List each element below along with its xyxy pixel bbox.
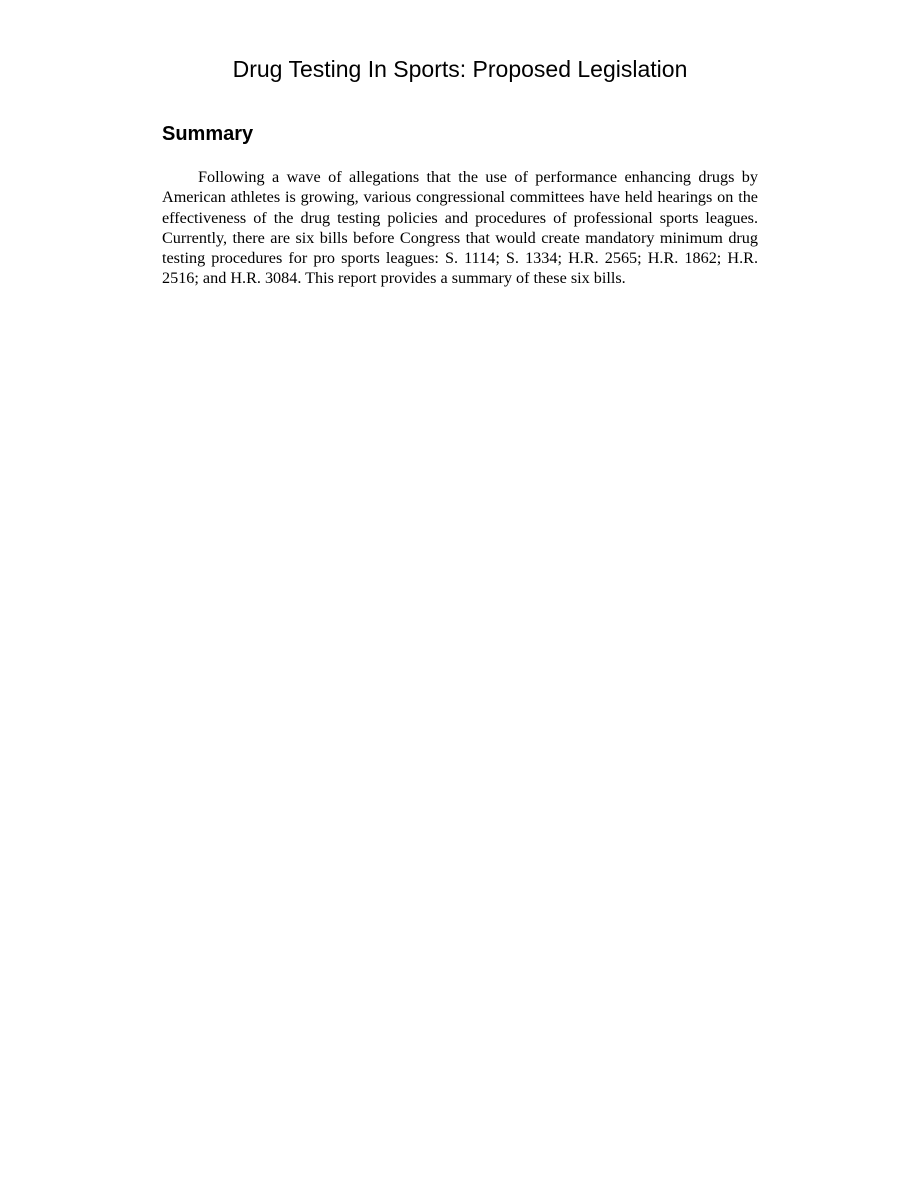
section-heading-summary: Summary xyxy=(162,123,254,145)
document-title: Drug Testing In Sports: Proposed Legislation xyxy=(232,56,688,82)
summary-paragraph: Following a wave of allegations that the use of performance enhancing drugs by American athletes is growing, various congressional committees have held hearings on the effectiveness of the drug testing policies and procedures of professional sports leagues. Currently, there are six bills before Congress that would create mandatory minimum drug testing procedures for pro sports leagues: S. 1114; S. 1334; H.R. 2565; H.R. 1862; H.R. 2516; and H.R. 3084. This report provides a summary of these six bills. xyxy=(162,168,758,288)
